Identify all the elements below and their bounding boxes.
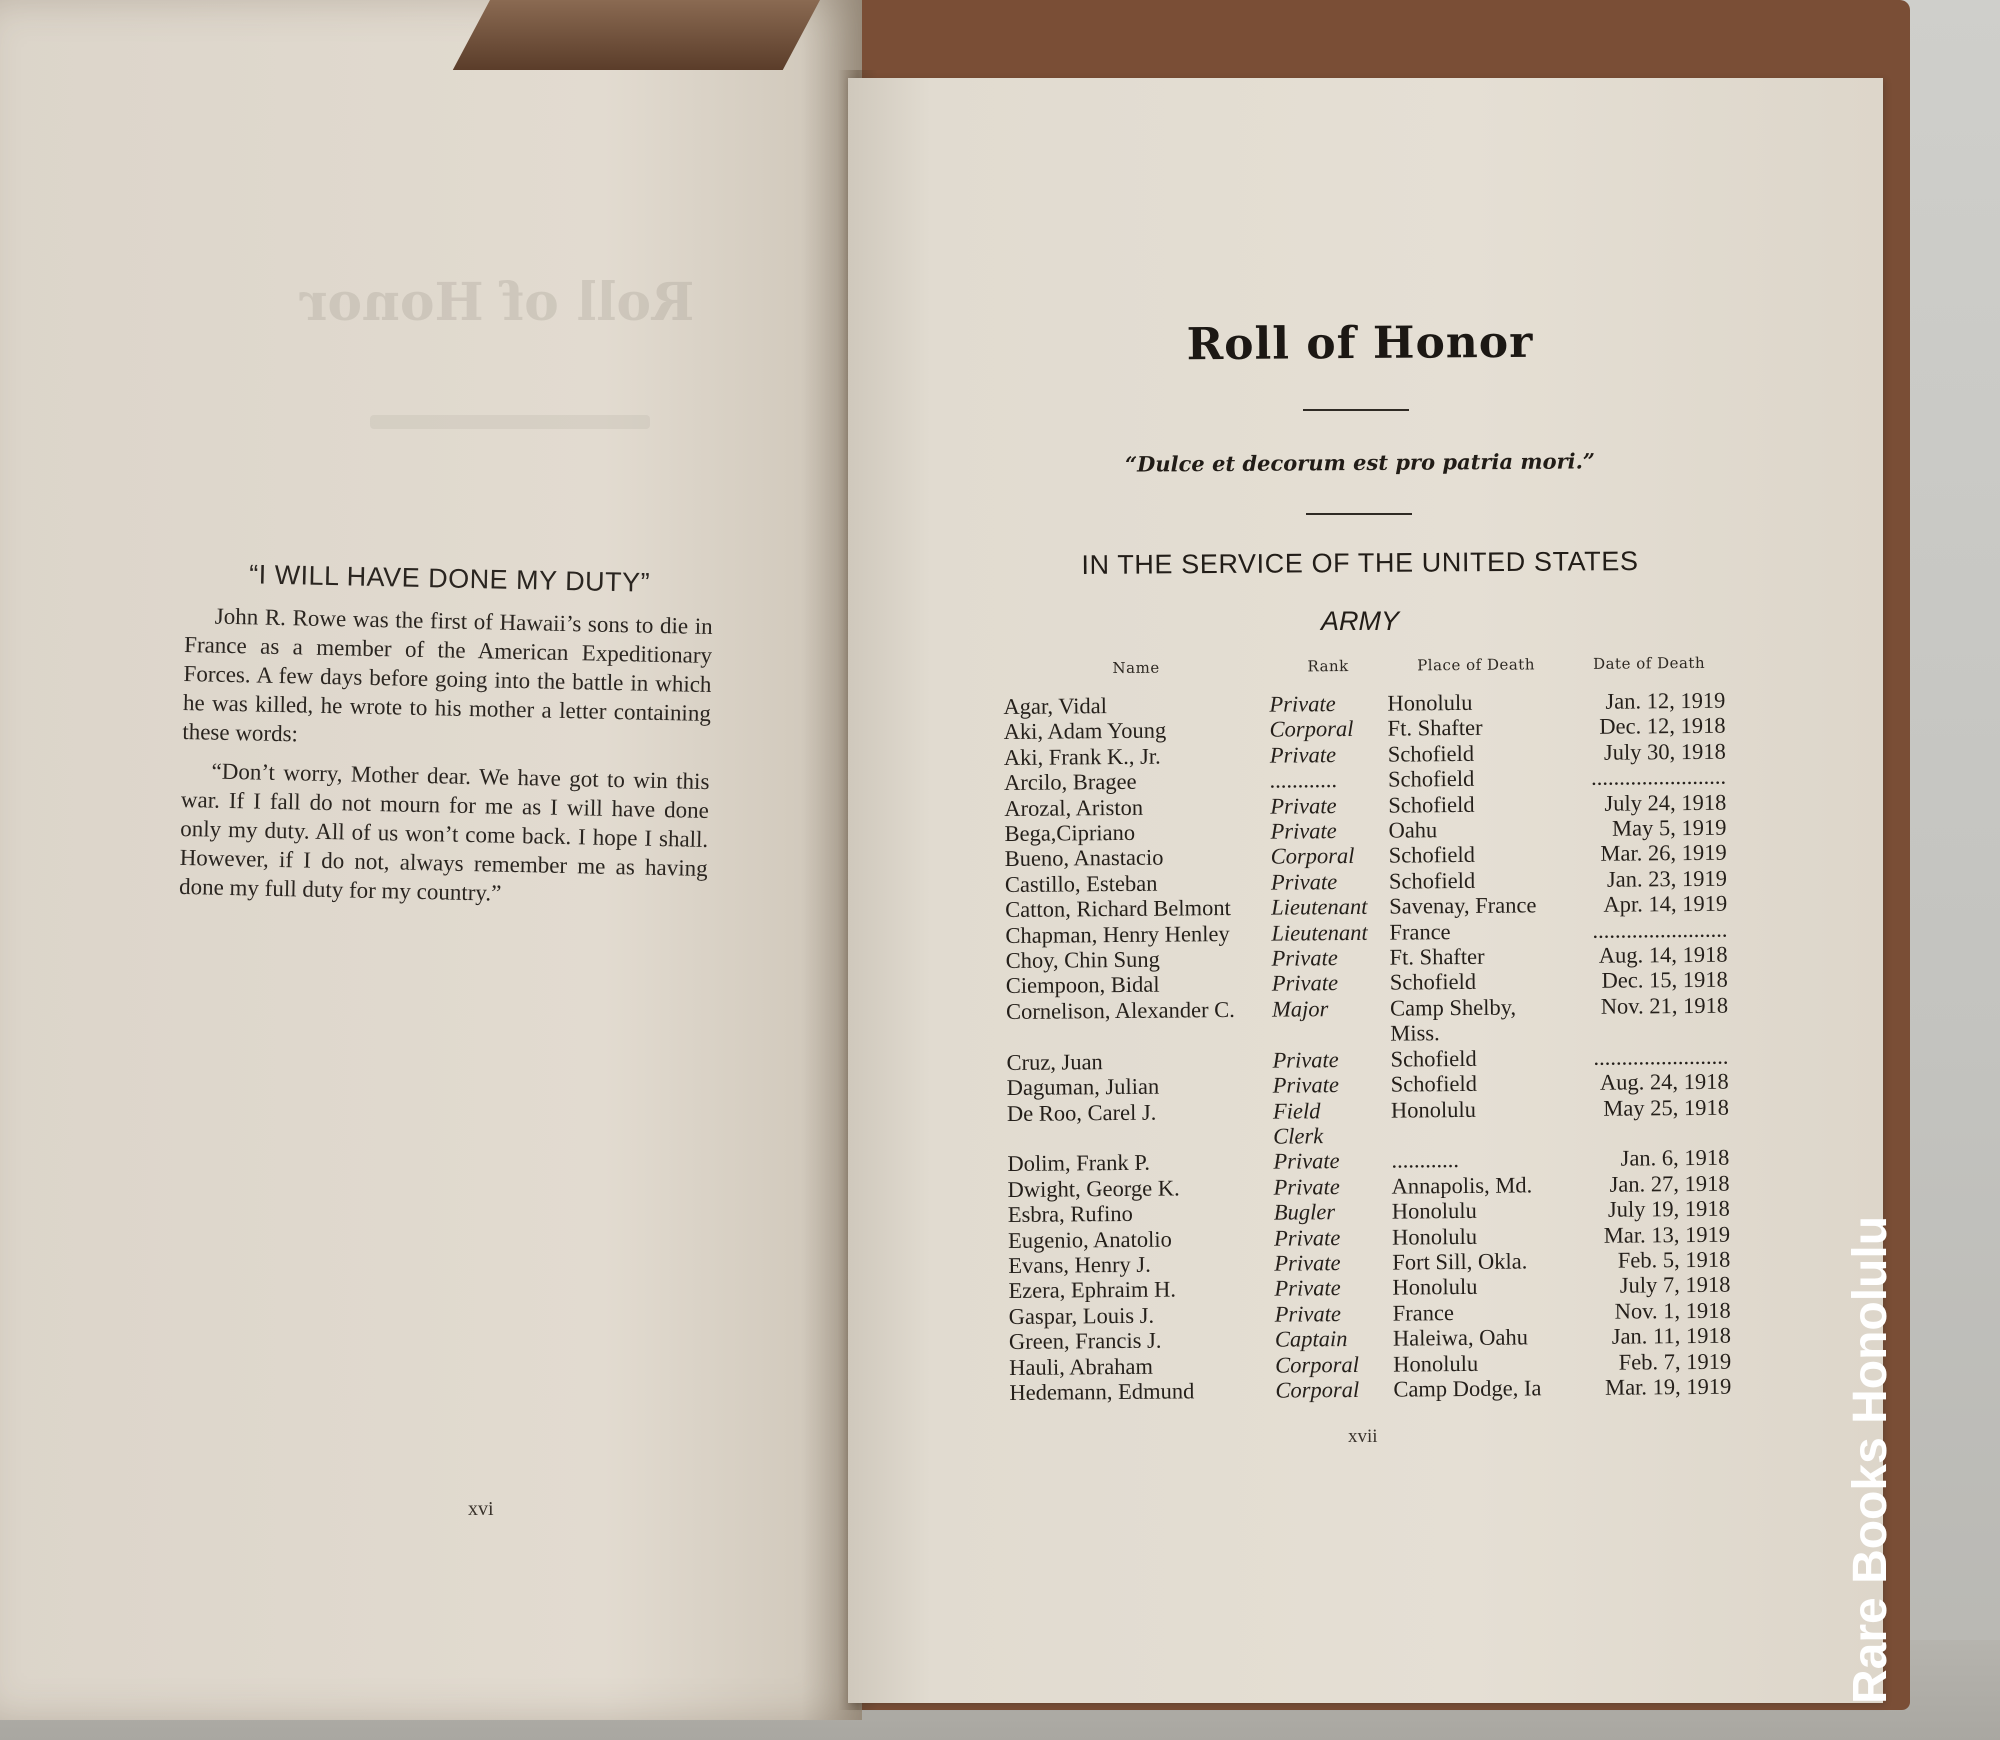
- cell-rank: [1272, 1021, 1390, 1047]
- cell-date: Mar. 26, 1919: [1600, 840, 1727, 867]
- cell-place: Savenay, France: [1389, 892, 1537, 919]
- cell-place: Schofield: [1390, 1045, 1477, 1072]
- cell-name: Cruz, Juan: [1006, 1048, 1103, 1075]
- cell-rank: Captain: [1274, 1326, 1348, 1352]
- cell-date: July 7, 1918: [1619, 1272, 1731, 1298]
- watermark: [1819, 1158, 1897, 1704]
- cell-name: Green, Francis J.: [1008, 1327, 1162, 1355]
- cell-place: Haleiwa, Oahu: [1392, 1324, 1528, 1351]
- cell-rank: Private: [1272, 1046, 1339, 1073]
- cell-place: Honolulu: [1391, 1198, 1477, 1224]
- cell-name: Arcilo, Bragee: [1003, 769, 1137, 796]
- cell-date: Jan. 23, 1919: [1606, 865, 1728, 892]
- cell-date: ........................: [1590, 763, 1727, 791]
- cell-name: Aki, Adam Young: [1003, 717, 1167, 745]
- section-heading: IN THE SERVICE OF THE UNITED STATES: [1081, 546, 1639, 580]
- column-header-rank: Rank: [1307, 656, 1349, 676]
- cell-place: Schofield: [1387, 740, 1475, 767]
- page-number-left: xvi: [468, 1498, 494, 1520]
- quote-intro-paragraph: John R. Rowe was the first of Hawaii’s sons to die in France as a member of the American Expeditionary Forces. A few days before going into the battle in which he was killed, he wrote to his mother a letter containing these words:: [182, 603, 713, 747]
- column-header-name: Name: [1112, 658, 1160, 678]
- cell-rank: Private: [1273, 1224, 1341, 1251]
- cell-date: [1568, 1018, 1736, 1045]
- cell-place: Honolulu: [1392, 1274, 1478, 1300]
- cell-rank: Private: [1270, 818, 1337, 844]
- cell-name: Dwight, George K.: [1007, 1175, 1180, 1202]
- cell-rank: Private: [1274, 1250, 1341, 1276]
- cell-name: Hauli, Abraham: [1009, 1353, 1153, 1380]
- cell-date: Aug. 24, 1918: [1599, 1068, 1729, 1095]
- page-title: Roll of Honor: [1186, 316, 1534, 371]
- cell-place: Ft. Shafter: [1389, 943, 1485, 970]
- show-through-line: [370, 415, 650, 429]
- cell-place: Schofield: [1388, 842, 1476, 869]
- cell-place: France: [1389, 918, 1451, 945]
- cell-date: Mar. 19, 1919: [1605, 1373, 1732, 1400]
- column-header-place: Place of Death: [1417, 655, 1536, 675]
- cell-rank: ............: [1269, 767, 1338, 793]
- left-page: [0, 0, 862, 1720]
- cell-place: Fort Sill, Okla.: [1392, 1248, 1528, 1275]
- cell-date: Dec. 15, 1918: [1601, 967, 1728, 994]
- cell-place: Honolulu: [1393, 1350, 1479, 1377]
- cell-rank: Private: [1269, 741, 1337, 768]
- cell-name: De Roo, Carel J.: [1006, 1099, 1157, 1126]
- cell-place: Honolulu: [1387, 689, 1473, 716]
- cell-place: Honolulu: [1391, 1223, 1478, 1250]
- column-header-date: Date of Death: [1592, 653, 1706, 673]
- cell-name: Ezera, Ephraim H.: [1008, 1276, 1177, 1304]
- cell-rank: Corporal: [1270, 843, 1355, 870]
- watermark-text: Rare Books Honolulu: [1844, 1215, 1897, 1704]
- cell-name: [1007, 1124, 1273, 1152]
- cell-rank: Corporal: [1275, 1376, 1360, 1403]
- cell-name: Choy, Chin Sung: [1005, 946, 1160, 974]
- cell-rank: Private: [1270, 868, 1338, 895]
- quote-heading: “I WILL HAVE DONE MY DUTY”: [248, 559, 651, 598]
- cell-rank: Corporal: [1275, 1351, 1360, 1378]
- cell-date: Aug. 14, 1918: [1598, 941, 1728, 968]
- show-through-text: Roll of Honor: [300, 272, 695, 333]
- motto-rule: [1306, 513, 1412, 515]
- cell-date: Jan. 6, 1918: [1620, 1144, 1730, 1171]
- cell-date: Jan. 11, 1918: [1611, 1322, 1732, 1349]
- cell-date: ........................: [1592, 916, 1728, 943]
- page-number-right: xvii: [1348, 1426, 1378, 1447]
- cell-place: Camp Shelby,: [1389, 994, 1517, 1021]
- cell-name: Chapman, Henry Henley: [1005, 920, 1230, 948]
- cell-place: Honolulu: [1390, 1096, 1477, 1123]
- cell-date: July 30, 1918: [1603, 738, 1726, 765]
- cell-rank: Lieutenant: [1271, 919, 1368, 946]
- cell-name: Gaspar, Louis J.: [1008, 1302, 1155, 1329]
- cell-name: Daguman, Julian: [1006, 1073, 1160, 1101]
- cell-name: Evans, Henry J.: [1008, 1251, 1151, 1278]
- cell-name: Dolim, Frank P.: [1007, 1150, 1151, 1177]
- cell-rank: Corporal: [1269, 716, 1354, 743]
- quote-letter-paragraph: “Don’t worry, Mother dear. We have got to win this war. If I fall do not mourn for me as I will have done only my duty. All of us won’t come back. I hope I shall. However, if I do not, always remember me as having done my full duty for my country.”: [178, 758, 710, 906]
- cell-name: Esbra, Rufino: [1007, 1201, 1133, 1228]
- cell-name: Arozal, Ariston: [1004, 794, 1144, 821]
- cell-name: Aki, Frank K., Jr.: [1003, 743, 1161, 770]
- cell-name: Cornelison, Alexander C.: [1005, 996, 1235, 1024]
- cell-place: ............: [1391, 1147, 1459, 1173]
- cell-place: Annapolis, Md.: [1391, 1172, 1533, 1199]
- cell-name: Ciempoon, Bidal: [1005, 972, 1160, 999]
- cell-rank: Lieutenant: [1271, 894, 1368, 920]
- cell-rank: Private: [1271, 970, 1339, 997]
- cell-date: May 25, 1918: [1603, 1094, 1730, 1121]
- cell-date: Dec. 12, 1918: [1599, 713, 1726, 740]
- cell-date: Nov. 21, 1918: [1600, 992, 1729, 1019]
- cell-place: France: [1392, 1299, 1455, 1326]
- cell-place: Schofield: [1388, 791, 1475, 818]
- cell-rank: Private: [1270, 792, 1337, 819]
- cell-date: Mar. 13, 1919: [1603, 1221, 1731, 1248]
- title-rule: [1303, 409, 1409, 411]
- cell-place: Camp Dodge, Ia: [1393, 1375, 1542, 1402]
- cell-name: Castillo, Esteban: [1004, 870, 1158, 897]
- cell-name: [1006, 1022, 1272, 1050]
- cell-rank: Private: [1274, 1300, 1342, 1327]
- cell-rank: Private: [1274, 1275, 1341, 1301]
- cell-name: Eugenio, Anatolio: [1007, 1226, 1172, 1253]
- branch-heading: ARMY: [1320, 606, 1399, 636]
- cell-rank: Private: [1269, 691, 1336, 717]
- cell-rank: Bugler: [1273, 1199, 1336, 1225]
- cell-name: Bega,Cipriano: [1004, 819, 1136, 847]
- cell-place: Oahu: [1388, 817, 1438, 843]
- latin-motto: “Dulce et decorum est pro patria mori.”: [1124, 448, 1596, 477]
- cell-rank: Private: [1272, 1072, 1340, 1098]
- cell-place: Schofield: [1390, 1070, 1478, 1097]
- quote-block: [179, 558, 714, 922]
- cell-date: July 24, 1918: [1604, 789, 1727, 816]
- cell-date: Jan. 27, 1918: [1609, 1170, 1730, 1197]
- cell-rank: Private: [1273, 1148, 1340, 1174]
- cell-date: Apr. 14, 1919: [1603, 890, 1728, 918]
- cell-date: Jan. 12, 1919: [1605, 687, 1726, 714]
- cell-date: July 19, 1918: [1607, 1195, 1730, 1222]
- cell-place: Schofield: [1389, 969, 1477, 996]
- cell-name: Catton, Richard Belmont: [1005, 895, 1231, 923]
- cell-place: Schofield: [1387, 766, 1475, 792]
- cell-date: May 5, 1919: [1612, 814, 1727, 841]
- cell-place: [1391, 1121, 1569, 1148]
- cell-rank: Private: [1271, 945, 1338, 971]
- cell-name: Agar, Vidal: [1003, 693, 1108, 719]
- cell-date: [1569, 1120, 1737, 1147]
- cell-rank: Private: [1273, 1173, 1340, 1200]
- cell-name: Bueno, Anastacio: [1004, 845, 1164, 872]
- cell-date: Feb. 7, 1919: [1618, 1348, 1732, 1375]
- honor-roll-table: [1003, 654, 1739, 1406]
- table-body: [1003, 688, 1739, 1406]
- cell-date: Nov. 1, 1918: [1614, 1297, 1731, 1324]
- cell-rank: Clerk: [1273, 1123, 1324, 1149]
- cell-date: ........................: [1593, 1043, 1729, 1070]
- book-spine-edge: [453, 0, 820, 70]
- cell-date: Feb. 5, 1918: [1617, 1246, 1731, 1273]
- cell-rank: Field: [1272, 1097, 1321, 1124]
- cell-place: Schofield: [1388, 867, 1476, 894]
- cell-place: Miss.: [1390, 1020, 1440, 1046]
- cell-name: Hedemann, Edmund: [1009, 1378, 1195, 1405]
- cell-place: Ft. Shafter: [1387, 715, 1483, 742]
- cell-rank: Major: [1271, 996, 1329, 1022]
